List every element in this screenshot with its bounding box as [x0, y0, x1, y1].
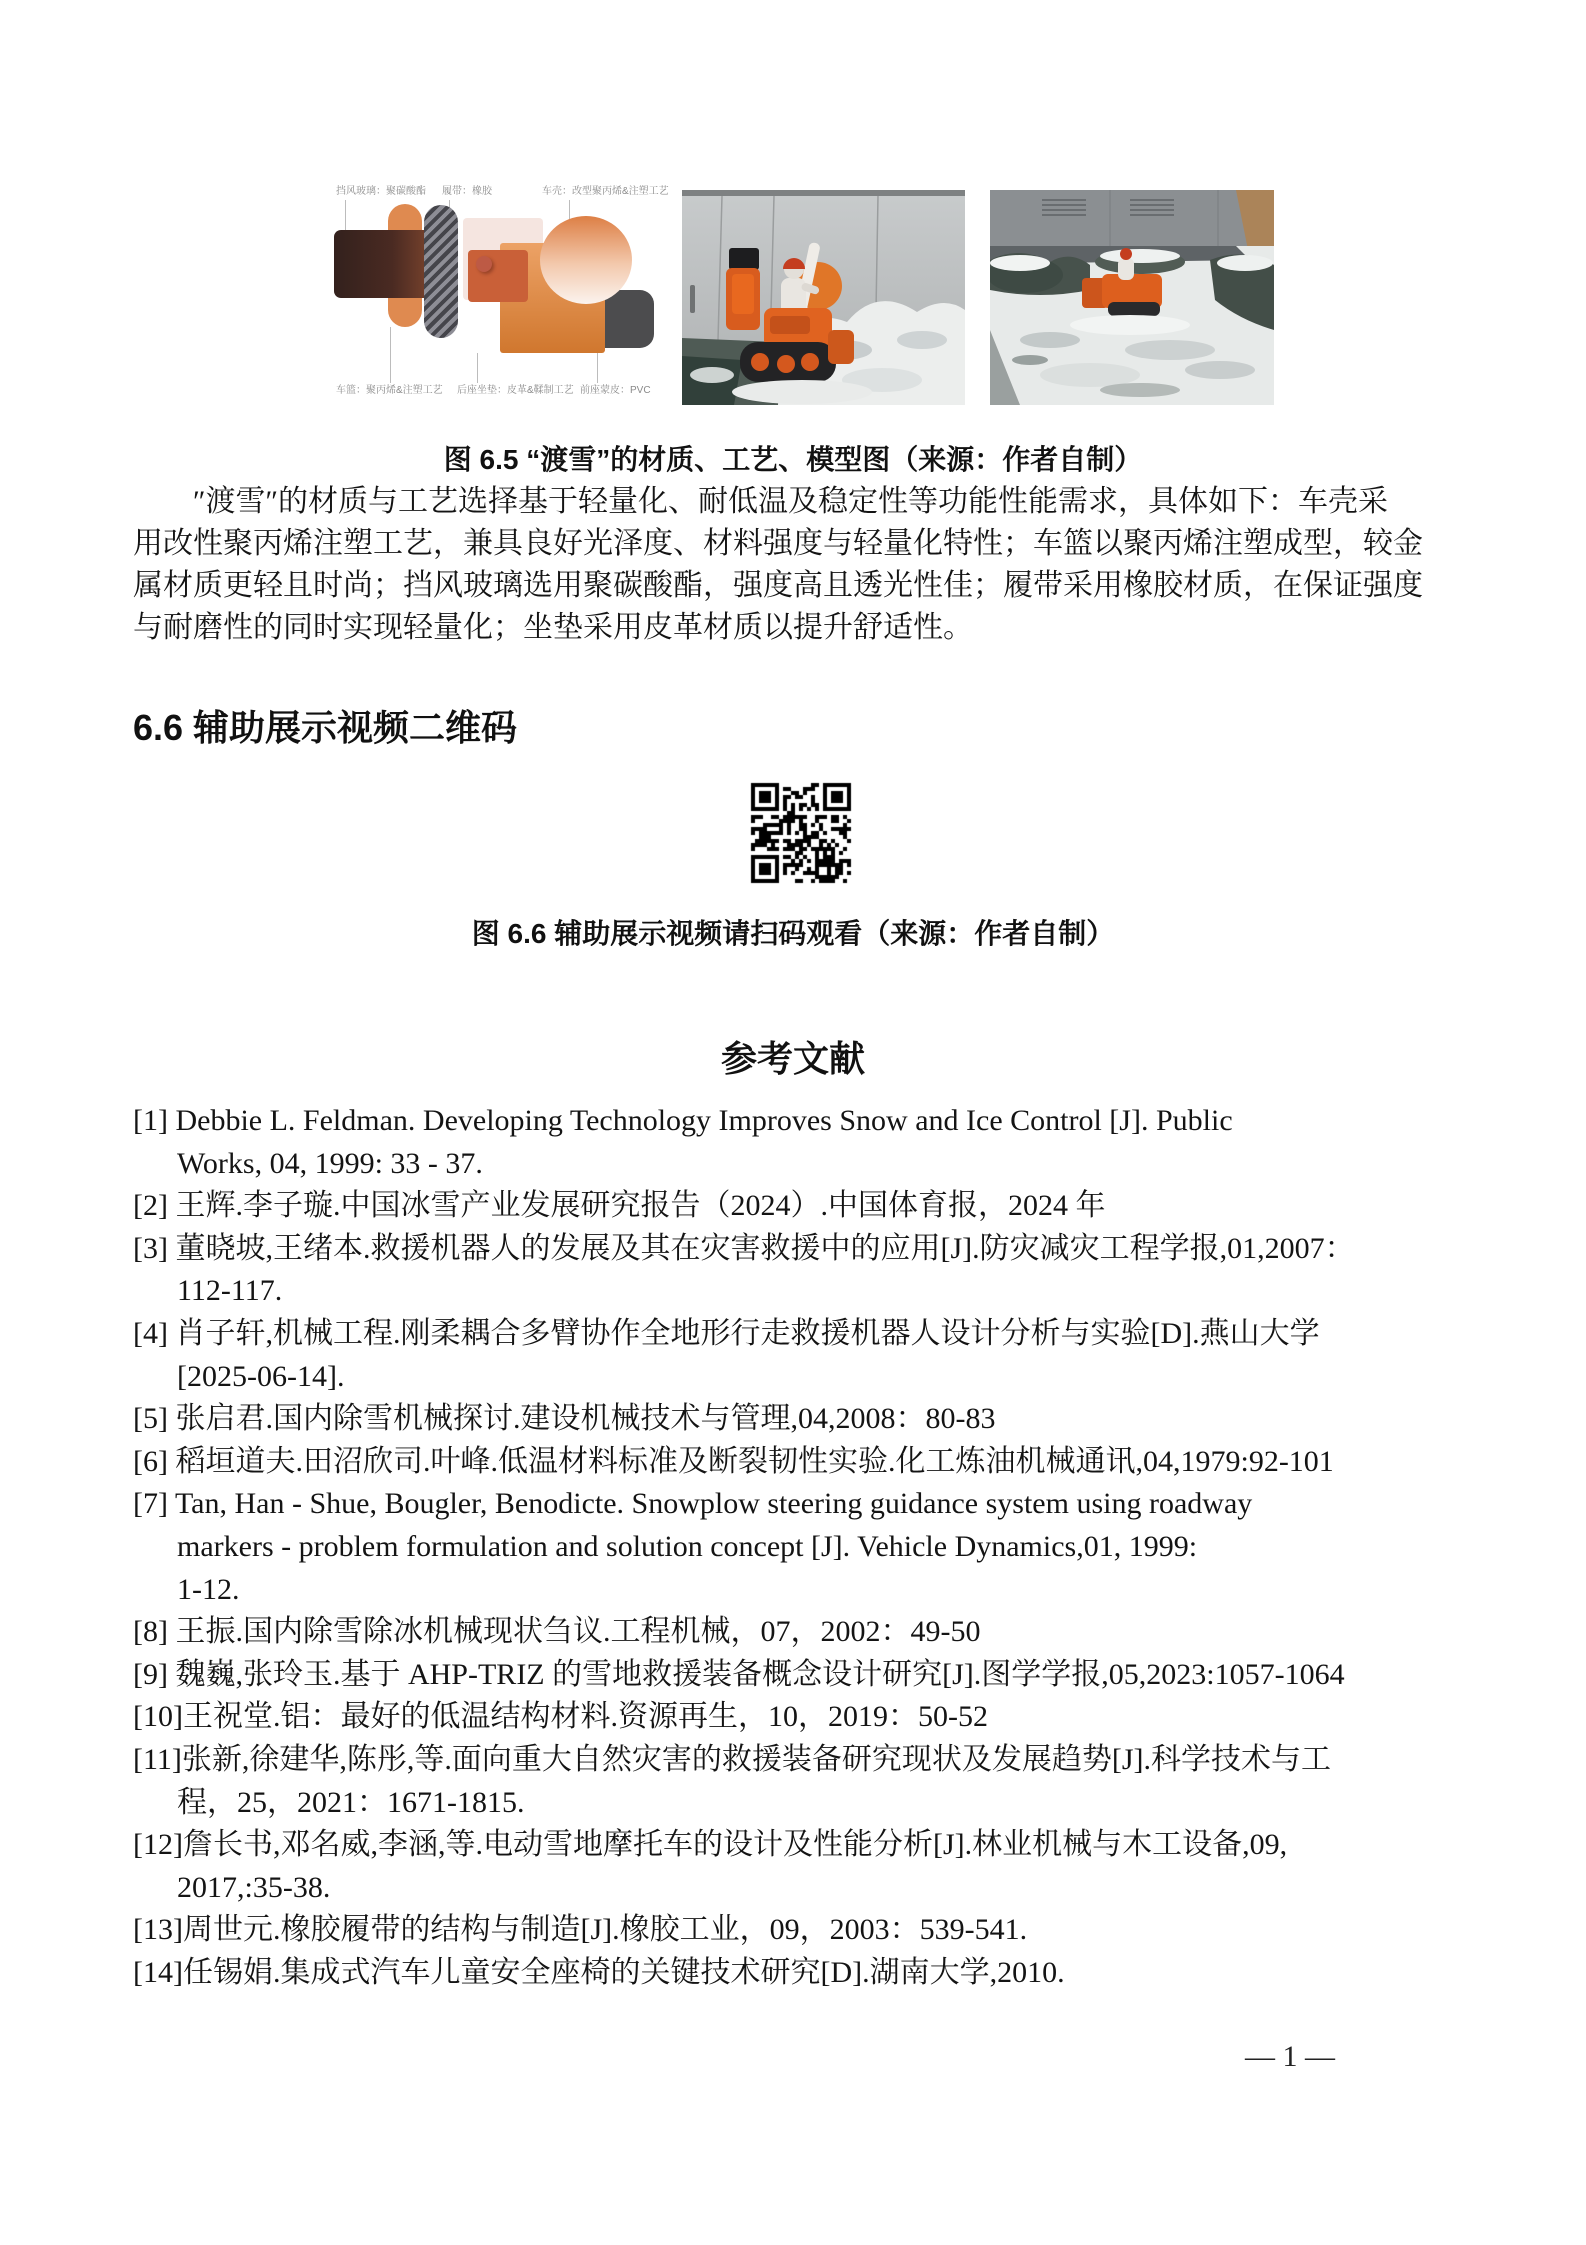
body-paragraph: [133, 481, 1465, 649]
figure-6-6-caption: 图 6.6 辅助展示视频请扫码观看（来源：作者自制）: [471, 918, 1115, 949]
reference-line: [5] 张启君.国内除雪机械探讨.建设机械技术与管理,04,2008：80-83: [133, 1402, 996, 1436]
figure-6-5-caption: 图 6.5 “渡雪”的材质、工艺、模型图（来源：作者自制）: [443, 444, 1143, 475]
references-list: [133, 1100, 1473, 1994]
leader-line: [477, 353, 478, 383]
leader-line: [597, 348, 598, 383]
leader-line: [390, 327, 391, 383]
qr-code: [748, 780, 854, 886]
reference-line: [12]詹长书,邓名威,李涵,等.电动雪地摩托车的设计及性能分析[J].林业机械与木工设备,09,: [133, 1828, 1288, 1862]
seat-knob: [476, 256, 492, 272]
track-label: 履带：橡胶: [442, 186, 492, 197]
reference-line: [2025-06-14].: [177, 1359, 345, 1393]
paragraph-line: 用改性聚丙烯注塑工艺，兼具良好光泽度、材料强度与轻量化特性；车篮以聚丙烯注塑成型，较金: [133, 527, 1423, 560]
references-heading: 参考文献: [720, 1038, 865, 1079]
materials-diagram: [330, 182, 669, 404]
windshield-label: 挡风玻璃：聚碳酸酯: [336, 186, 426, 197]
reference-line: 程，25，2021：1671-1815.: [177, 1785, 525, 1819]
reference-line: Works, 04, 1999: 33 - 37.: [177, 1146, 483, 1180]
reference-line: [2] 王辉.李子璇.中国冰雪产业发展研究报告（2024）.中国体育报，2024 年: [133, 1189, 1106, 1223]
model-photo-closeup: [682, 190, 965, 405]
reference-line: [13]周世元.橡胶履带的结构与制造[J].橡胶工业，09，2003：539-541.: [133, 1913, 1028, 1947]
shell-swatch: [540, 216, 632, 304]
reference-line: [10]王祝堂.铝：最好的低温结构材料.资源再生，10，2019：50-52: [133, 1700, 988, 1734]
cushion-label: 后座坐垫：皮革&鞣制工艺: [457, 385, 574, 396]
paragraph-line: ″渡雪″的材质与工艺选择基于轻量化、耐低温及稳定性等功能性能需求，具体如下：车壳采: [193, 485, 1388, 518]
track-swatch: [424, 205, 458, 338]
basket-label: 车篮：聚丙烯&注塑工艺: [336, 385, 443, 396]
reference-line: [14]任锡娟.集成式汽车儿童安全座椅的关键技术研究[D].湖南大学,2010.: [133, 1955, 1065, 1989]
leader-line: [345, 200, 346, 234]
model-photo-diorama: [990, 190, 1274, 405]
shell-label: 车壳：改型聚丙烯&注塑工艺: [542, 186, 669, 197]
reference-line: markers - problem formulation and solution concept [J]. Vehicle Dynamics,01, 1999:: [177, 1529, 1198, 1563]
leader-line: [569, 200, 570, 220]
page-number: — 1 —: [1245, 2040, 1335, 2073]
reference-line: 1-12.: [177, 1572, 240, 1606]
reference-line: [4] 肖子轩,机械工程.刚柔耦合多臂协作全地形行走救援机器人设计分析与实验[D].燕山大学: [133, 1316, 1320, 1350]
section-6-6-heading: 6.6 辅助展示视频二维码: [133, 707, 518, 748]
reference-line: [1] Debbie L. Feldman. Developing Technology Improves Snow and Ice Control [J]. Public: [133, 1104, 1233, 1137]
reference-line: 2017,:35-38.: [177, 1870, 331, 1904]
paragraph-line: 属材质更轻且时尚；挡风玻璃选用聚碳酸酯，强度高且透光性佳；履带采用橡胶材质，在保证强度: [133, 569, 1423, 602]
reference-line: [8] 王振.国内除雪除冰机械现状刍议.工程机械，07，2002：49-50: [133, 1615, 981, 1649]
reference-line: [9] 魏巍,张玲玉.基于 AHP-TRIZ 的雪地救援装备概念设计研究[J].图学学报,05,2023:1057-1064: [133, 1657, 1345, 1691]
paragraph-line: 与耐磨性的同时实现轻量化；坐垫采用皮革材质以提升舒适性。: [133, 611, 973, 644]
pvc-label: 前座蒙皮：PVC: [580, 385, 651, 396]
reference-line: [3] 董晓坡,王绪本.救援机器人的发展及其在灾害救援中的应用[J].防灾减灾工程学报,01,2007：: [133, 1231, 1355, 1265]
reference-line: [7] Tan, Han - Shue, Bougler, Benodicte. Snowplow steering guidance system using roadway: [133, 1487, 1253, 1521]
reference-line: [6] 稻垣道夫.田沼欣司.叶峰.低温材料标准及断裂韧性实验.化工炼油机械通讯,04,1979:92-101: [133, 1444, 1334, 1478]
reference-line: 112-117.: [177, 1274, 283, 1308]
reference-line: [11]张新,徐建华,陈彤,等.面向重大自然灾害的救援装备研究现状及发展趋势[J].科学技术与工: [133, 1742, 1332, 1776]
